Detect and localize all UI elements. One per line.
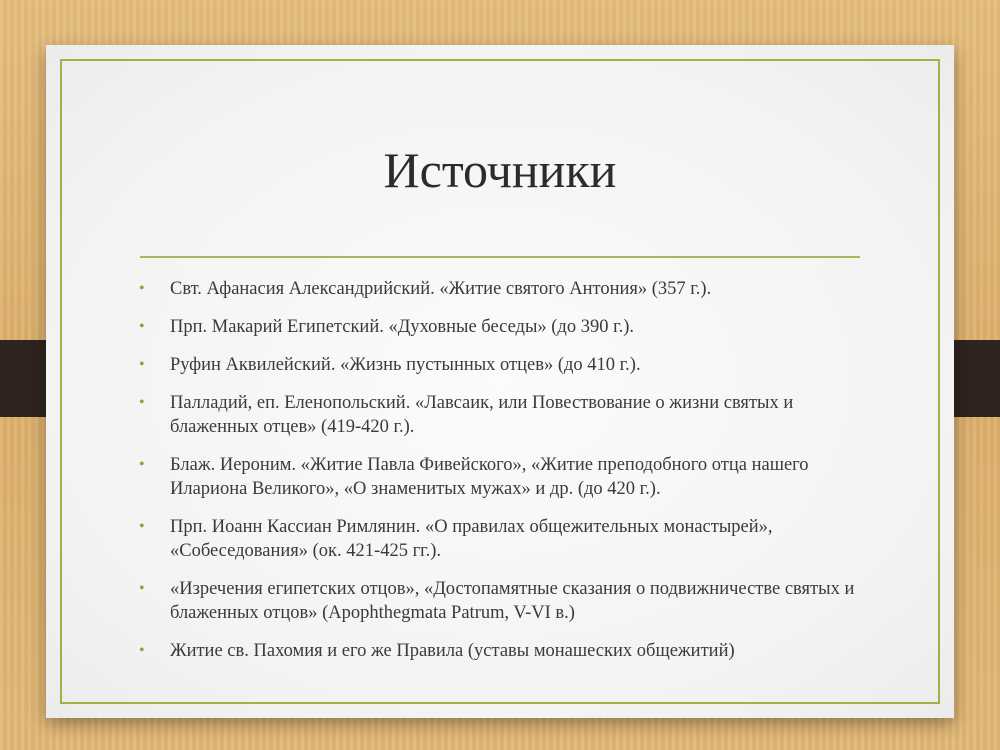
list-item <box>139 639 879 663</box>
list-item-text: Палладий, еп. Еленопольский. «Лавсаик, или Повествование о жизни святых и блаженных отцев» (419-420 г.). <box>170 393 794 437</box>
slide-title: Источники <box>383 142 617 198</box>
source-list <box>139 277 879 677</box>
bullet-icon: • <box>139 642 145 659</box>
bullet-icon: • <box>139 394 145 411</box>
list-item-text: Прп. Иоанн Кассиан Римлянин. «О правилах общежительных монастырей», «Собеседования» (ок. 421-425 гг.). <box>170 517 773 561</box>
list-item-text: Прп. Макарий Египетский. «Духовные беседы» (до 390 г.). <box>170 317 634 337</box>
list-item <box>139 515 879 563</box>
list-item <box>139 315 879 339</box>
bullet-icon: • <box>139 580 145 597</box>
bullet-icon: • <box>139 518 145 535</box>
bullet-icon: • <box>139 318 145 335</box>
list-item <box>139 353 879 377</box>
list-item <box>139 577 879 625</box>
list-item-text: «Изречения египетских отцов», «Достопамятные сказания о подвижничестве святых и блаженных отцов» (Apophthegmata Patrum, V-VI в.) <box>170 579 855 623</box>
list-item-text: Руфин Аквилейский. «Жизнь пустынных отцев» (до 410 г.). <box>170 355 641 375</box>
list-item <box>139 277 879 301</box>
slide-paper <box>46 45 954 718</box>
bullet-icon: • <box>139 280 145 297</box>
list-item-text: Житие св. Пахомия и его же Правила (уставы монашеских общежитий) <box>170 641 735 661</box>
list-item-text: Свт. Афанасия Александрийский. «Житие святого Антония» (357 г.). <box>170 279 712 299</box>
list-item <box>139 453 879 501</box>
list-item <box>139 391 879 439</box>
title-divider <box>140 256 860 258</box>
list-item-text: Блаж. Иероним. «Житие Павла Фивейского», «Житие преподобного отца нашего Илариона Великого», «О знаменитых мужах» и др. (до 420 г.). <box>170 455 809 499</box>
bullet-icon: • <box>139 456 145 473</box>
bullet-icon: • <box>139 356 145 373</box>
